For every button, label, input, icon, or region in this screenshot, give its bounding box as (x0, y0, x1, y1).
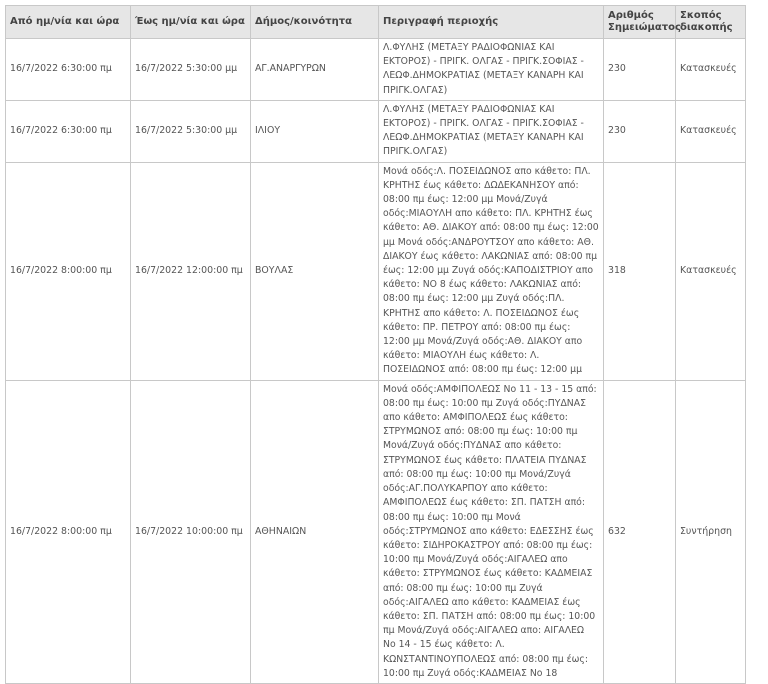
header-description[interactable]: Περιγραφή περιοχής (379, 6, 604, 39)
table-row (6, 162, 746, 380)
table-row (6, 100, 746, 162)
cell-note-number: 230 (604, 39, 676, 101)
table-header-row (6, 6, 746, 39)
table-row (6, 39, 746, 101)
header-purpose[interactable]: Σκοπός διακοπής (676, 6, 746, 39)
cell-purpose: Κατασκευές (676, 162, 746, 380)
cell-to: 16/7/2022 12:00:00 πμ (131, 162, 251, 380)
cell-from: 16/7/2022 6:30:00 πμ (6, 100, 131, 162)
cell-to: 16/7/2022 5:30:00 μμ (131, 39, 251, 101)
cell-municipality: ΑΓ.ΑΝΑΡΓΥΡΩΝ (251, 39, 379, 101)
cell-from: 16/7/2022 6:30:00 πμ (6, 39, 131, 101)
cell-from: 16/7/2022 8:00:00 πμ (6, 162, 131, 380)
header-to[interactable]: Έως ημ/νία και ώρα (131, 6, 251, 39)
cell-municipality: ΙΛΙΟΥ (251, 100, 379, 162)
outages-table (5, 5, 746, 684)
cell-description: Μονά οδός:ΑΜΦΙΠΟΛΕΩΣ Νο 11 - 13 - 15 από: 08:00 πμ έως: 10:00 πμ Ζυγά οδός:ΠΥΔΝΑΣ απο κάθετο: ΑΜΦΙΠΟΛΕΩΣ έως κάθετο: ΣΤΡΥΜΩΝΟΣ από: 08:00 πμ έως: 10:00 πμ Μονά/Ζυγά οδός:ΠΥΔΝΑΣ απο κάθετο: ΣΤΡΥΜΩΝΟΣ έως κάθετο: ΠΛΑΤΕΙΑ ΠΥΔΝΑΣ από: 08:00 πμ έως: 10:00 πμ Μονά/Ζυγά οδός:ΑΓ.ΠΟΛΥΚΑΡΠΟΥ απο κάθετο: ΑΜΦΙΠΟΛΕΩΣ έως κάθετο: ΣΠ. ΠΑΤΣΗ από: 08:00 πμ έως: 10:00 πμ Μονά οδός:ΣΤΡΥΜΩΝΟΣ απο κάθετο: ΕΔΕΣΣΗΣ έως κάθετο: ΣΙΔΗΡΟΚΑΣΤΡΟΥ από: 08:00 πμ έως: 10:00 πμ Μονά/Ζυγά οδός:ΑΙΓΑΛΕΩ απο κάθετο: ΣΤΡΥΜΩΝΟΣ έως κάθετο: ΚΑΔΜΕΙΑΣ από: 08:00 πμ έως: 10:00 πμ Ζυγά οδός:ΑΙΓΑΛΕΩ απο κάθετο: ΚΑΔΜΕΙΑΣ έως κάθετο: ΣΠ. ΠΑΤΣΗ από: 08:00 πμ έως: 10:00 πμ Μονά/Ζυγά οδός:ΑΙΓΑΛΕΩ απο: ΑΙΓΑΛΕΩ Νο 14 - 15 έως κάθετο: Λ. ΚΩΝΣΤΑΝΤΙΝΟΥΠΟΛΕΩΣ από: 08:00 πμ έως: 10:00 πμ Ζυγά οδός:ΚΑΔΜΕΙΑΣ Νο 18 (379, 380, 604, 683)
cell-note-number: 230 (604, 100, 676, 162)
cell-description: Λ.ΦΥΛΗΣ (ΜΕΤΑΞΥ ΡΑΔΙΟΦΩΝΙΑΣ ΚΑΙ ΕΚΤΟΡΟΣ) - ΠΡΙΓΚ. ΟΛΓΑΣ - ΠΡΙΓΚ.ΣΟΦΙΑΣ - ΛΕΩΦ.ΔΗΜΟΚΡΑΤΙΑΣ (ΜΕΤΑΞΥ ΚΑΝΑΡΗ ΚΑΙ ΠΡΙΓΚ.ΟΛΓΑΣ) (379, 39, 604, 101)
cell-from: 16/7/2022 8:00:00 πμ (6, 380, 131, 683)
cell-municipality: ΒΟΥΛΑΣ (251, 162, 379, 380)
cell-purpose: Συντήρηση (676, 380, 746, 683)
cell-purpose: Κατασκευές (676, 39, 746, 101)
header-note-number[interactable]: Αριθμός Σημειώματος (604, 6, 676, 39)
cell-description: Μονά οδός:Λ. ΠΟΣΕΙΔΩΝΟΣ απο κάθετο: ΠΛ. ΚΡΗΤΗΣ έως κάθετο: ΔΩΔΕΚΑΝΗΣΟΥ από: 08:00 πμ έως: 12:00 μμ Μονά/Ζυγά οδός:ΜΙΑΟΥΛΗ απο κάθετο: ΠΛ. ΚΡΗΤΗΣ έως κάθετο: ΑΘ. ΔΙΑΚΟΥ από: 08:00 πμ έως: 12:00 μμ Μονά οδός:ΑΝΔΡΟΥΤΣΟΥ απο κάθετο: ΑΘ. ΔΙΑΚΟΥ έως κάθετο: ΛΑΚΩΝΙΑΣ από: 08:00 πμ έως: 12:00 μμ Ζυγά οδός:ΚΑΠΟΔΙΣΤΡΙΟΥ απο κάθετο: ΝΟ 8 έως κάθετο: ΛΑΚΩΝΙΑΣ από: 08:00 πμ έως: 12:00 μμ Ζυγά οδός:ΠΛ. ΚΡΗΤΗΣ απο κάθετο: Λ. ΠΟΣΕΙΔΩΝΟΣ έως κάθετο: ΠΡ. ΠΕΤΡΟΥ από: 08:00 πμ έως: 12:00 μμ Μονά/Ζυγά οδός:ΑΘ. ΔΙΑΚΟΥ απο κάθετο: ΜΙΑΟΥΛΗ έως κάθετο: Λ. ΠΟΣΕΙΔΩΝΟΣ από: 08:00 πμ έως: 12:00 μμ (379, 162, 604, 380)
cell-purpose: Κατασκευές (676, 100, 746, 162)
cell-to: 16/7/2022 5:30:00 μμ (131, 100, 251, 162)
cell-municipality: ΑΘΗΝΑΙΩΝ (251, 380, 379, 683)
cell-note-number: 318 (604, 162, 676, 380)
cell-note-number: 632 (604, 380, 676, 683)
cell-description: Λ.ΦΥΛΗΣ (ΜΕΤΑΞΥ ΡΑΔΙΟΦΩΝΙΑΣ ΚΑΙ ΕΚΤΟΡΟΣ) - ΠΡΙΓΚ. ΟΛΓΑΣ - ΠΡΙΓΚ.ΣΟΦΙΑΣ - ΛΕΩΦ.ΔΗΜΟΚΡΑΤΙΑΣ (ΜΕΤΑΞΥ ΚΑΝΑΡΗ ΚΑΙ ΠΡΙΓΚ.ΟΛΓΑΣ) (379, 100, 604, 162)
header-municipality[interactable]: Δήμος/κοινότητα (251, 6, 379, 39)
table-row (6, 380, 746, 683)
cell-to: 16/7/2022 10:00:00 πμ (131, 380, 251, 683)
header-from[interactable]: Από ημ/νία και ώρα (6, 6, 131, 39)
